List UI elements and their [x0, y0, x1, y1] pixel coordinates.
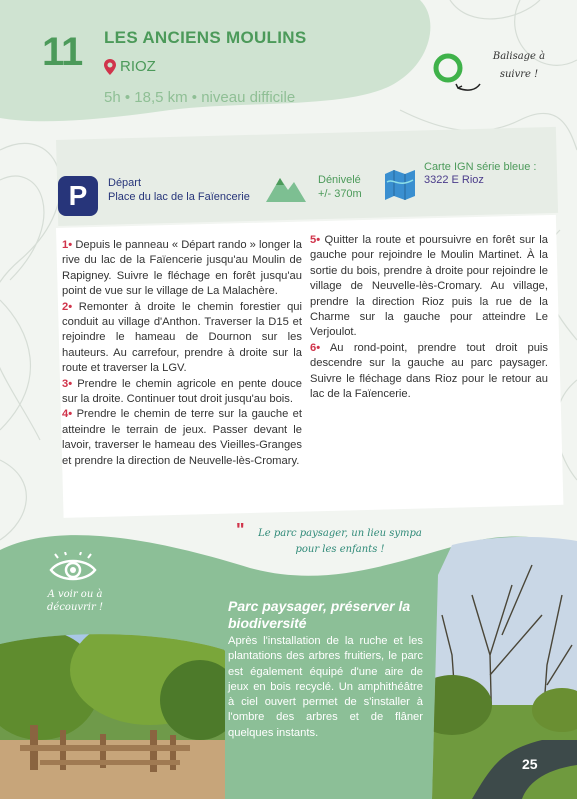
- denivele-info: [318, 173, 378, 201]
- balisage-label: Balisage à suivre !: [492, 51, 546, 80]
- eye-icon: [48, 552, 98, 588]
- carte-ref: 3322 E Rioz: [424, 174, 484, 186]
- river-photo: [432, 535, 577, 799]
- step-number: 4: [62, 408, 69, 421]
- playground-photo: [0, 630, 225, 799]
- step-number: 1: [62, 239, 69, 251]
- town-name: RIOZ: [120, 58, 156, 75]
- step-number: 5: [310, 234, 317, 246]
- discover-label: A voir ou à découvrir !: [47, 589, 103, 613]
- step-text: Prendre le chemin agricole en pente douce sur la droite. Continuer tout droit jusqu'au bois.: [62, 377, 303, 406]
- location-pin-icon: [104, 59, 116, 75]
- page-number: 25: [522, 756, 538, 772]
- route-stats: 5h • 18,5 km • niveau difficile: [104, 89, 296, 106]
- step-text: Depuis le panneau « Départ rando » longer la rive du lac de la Faïencerie jusqu'au Moulin de Rapigney. Suivre le fléchage en forêt jusqu'au point de vue sur le village de La Malachère.: [62, 239, 302, 298]
- depart-info: [108, 176, 268, 204]
- depart-label: Départ: [108, 177, 142, 189]
- map-icon: [383, 168, 417, 202]
- step-number: 6: [310, 341, 317, 354]
- mountain-icon: [266, 172, 306, 202]
- steps-column-left: 1• Depuis le panneau « Départ rando » longer la rive du lac de la Faïencerie jusqu'au Moulin de Rapigney. Suivre le fléchage en forêt jusqu'au point de vue sur le village de La Malachère. 2• Remonter à droite le chemin forestier qui conduit au village d'Anthon. Traverser la D15 et rejoindre le hameau de Dournon sur les hauteurs. Au carrefour, prendre à droite sur la route et traverser la LGV. 3• Prendre le chemin agricole en pente douce sur la droite. Continuer tout droit jusqu'au bois. 4• Prendre le chemin de terre sur la gauche et atteindre le terrain de jeux. Passer devant le lavoir, traverser le hameau des Vieilles-Granges et prendre la direction de Neuvelle-lès-Cromary.: [62, 239, 303, 467]
- carte-label: Carte IGN série bleue :: [424, 161, 537, 173]
- depart-place: Place du lac de la Faïencerie: [108, 191, 250, 203]
- green-circle-marker-icon: [436, 56, 460, 80]
- step-number: 3: [62, 377, 69, 390]
- quote-marks-icon: ": [236, 520, 245, 540]
- town-row: [104, 58, 156, 75]
- step-text: Au rond-point, prendre tout droit puis descendre sur la gauche au parc paysager. Suivre le fléchage dans Rioz pour le retour au lac de la Faïencerie.: [310, 341, 548, 401]
- step-text: Prendre le chemin de terre sur la gauche et atteindre le terrain de jeux. Passer devant le lavoir, traverser le hameau des Vieilles-Granges et prendre la direction de Neuvelle-lès-Cromary.: [62, 408, 303, 467]
- parking-icon: P: [58, 176, 98, 216]
- carte-info: [424, 161, 544, 187]
- step-number: 2: [62, 300, 69, 313]
- route-number: 11: [42, 30, 83, 74]
- discover-text: Après l'installation de la ruche et les plantations des arbres fruitiers, le parc est également équipé d'une aire de jeux en bois recyclé. Un amphithéâtre à ciel ouvert permet de s'installer à l'ombre des arbres et de flâner quelques instants.: [228, 635, 423, 739]
- denivele-label: Dénivelé: [318, 174, 361, 186]
- steps-column-right: 5• Quitter la route et poursuivre en forêt sur la gauche pour rejoindre le Moulin Martinet. À la sortie du bois, prendre à droite pour rejoindre le village de Neuvelle-lès-Cromary. Au village, prendre la direction Rioz puis la rue de la Charme sur la gauche pour atteindre Le Verjoulot. 6• Au rond-point, prendre tout droit puis descendre sur la gauche au parc paysager. Suivre le fléchage dans Rioz pour le retour au lac de la Faïencerie.: [310, 234, 549, 401]
- step-text: Quitter la route et poursuivre en forêt sur la gauche pour rejoindre le Moulin Martinet. À la sortie du bois, prendre à droite pour rejoindre le village de Neuvelle-lès-Cromary. Au village, prendre la direction Rioz puis la rue de la Charme sur la gauche pour atteindre Le Verjoulot.: [310, 234, 549, 339]
- discover-title: Parc paysager, préserver la biodiversité: [228, 598, 411, 631]
- tagline: Le parc paysager, un lieu sympa pour les enfants !: [258, 528, 422, 555]
- route-title: LES ANCIENS MOULINS: [104, 28, 307, 47]
- step-text: Remonter à droite le chemin forestier qui conduit au village d'Anthon. Traverser la D15 et rejoindre le hameau de Dournon sur les hauteurs. Au carrefour, prendre à droite sur la route et traverser la LGV.: [62, 300, 303, 375]
- denivele-value: +/- 370m: [318, 188, 362, 200]
